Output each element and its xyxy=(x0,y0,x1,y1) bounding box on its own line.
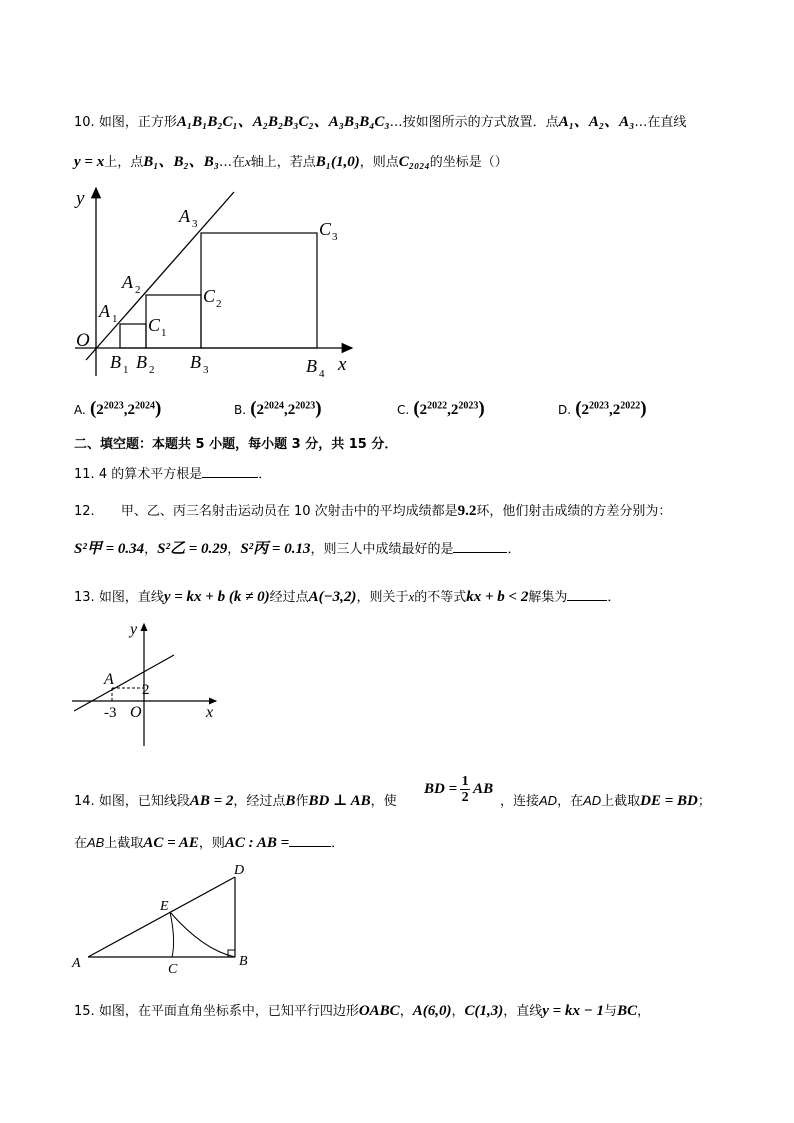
q14-label-d: D xyxy=(234,863,245,878)
q12-line2: S²甲 = 0.34，S²乙 = 0.29，S²丙 = 0.13，则三人中成绩最好的是 ． xyxy=(74,541,521,557)
q12-number: 12. xyxy=(74,504,95,519)
q14-label-a: A xyxy=(72,956,81,971)
q13-figure xyxy=(68,618,228,748)
q14-number: 14. xyxy=(74,794,95,809)
q10-option-a[interactable]: A. $(2^{2023},2^{2024})$ xyxy=(74,398,162,419)
q15-c: C(1,3) xyxy=(464,1003,504,1019)
q10-label-b1: B xyxy=(110,352,121,372)
q10-points-b: B₁、B₂、B₃ xyxy=(143,154,219,170)
q10-label-x: x xyxy=(338,354,347,375)
q10-option-b[interactable]: B. $(2^{2024},2^{2023})$ xyxy=(234,398,322,419)
q10-option-c[interactable]: C. $(2^{2022},2^{2023})$ xyxy=(397,398,485,419)
q13-answer-blank[interactable] xyxy=(567,588,607,601)
q10-label-b4: B xyxy=(306,356,317,376)
q10-label-a3: A xyxy=(179,206,190,226)
q12-line1: 12. 甲、乙、丙三名射击运动员在 10 次射击中的平均成绩都是9.2环，他们射击成绩的方差分别为： xyxy=(74,503,672,519)
q14-segment-ad xyxy=(88,877,235,957)
q11-number: 11. xyxy=(74,467,95,482)
q10-square-3 xyxy=(201,233,317,348)
q10-line2: y = x上，点B₁、B₂、B₃…在x轴上，若点B₁(1,0)，则点C₂₀₂₄的坐标是（） xyxy=(74,154,508,170)
q13-line: 13. 如图，直线y = kx + b (k ≠ 0)经过点A(−3,2)，则关于x的不等式kx + b < 2解集为 ． xyxy=(74,589,621,605)
q13-label-a: A xyxy=(104,671,114,688)
svg-text:3: 3 xyxy=(192,218,198,230)
svg-text:2: 2 xyxy=(149,364,155,376)
svg-text:2: 2 xyxy=(216,298,222,310)
q13-label-2: 2 xyxy=(142,682,150,698)
q14-line1: 14. 如图，已知线段AB = 2，经过点B作BD ⊥ AB，使 xyxy=(74,793,397,809)
q13-label-o: O xyxy=(130,704,142,721)
q10-label-a1: A xyxy=(99,301,110,321)
q13-label-x: x xyxy=(206,704,214,721)
q10-figure xyxy=(70,180,370,380)
q14-arc-ec xyxy=(170,912,174,957)
q15-bc: BC xyxy=(617,1003,638,1019)
q13-label-y: y xyxy=(130,621,138,638)
q14-label-e: E xyxy=(160,899,169,914)
q10-points-a: A₁、A₂、A₃ xyxy=(558,114,635,130)
q14-ab: AB = 2 xyxy=(189,793,234,809)
q11-answer-blank[interactable] xyxy=(202,465,258,478)
section-2-title: 二、填空题：本题共 5 小题，每小题 3 分，共 15 分． xyxy=(74,437,398,452)
q14-arc-de xyxy=(170,912,235,957)
q10-label-c1: C xyxy=(148,315,161,335)
q10-label-c3: C xyxy=(319,219,332,239)
q15-number: 15. xyxy=(74,1004,95,1019)
q14-perp: BD ⊥ AB xyxy=(308,793,371,809)
q13-eq: y = kx + b (k ≠ 0) xyxy=(163,589,270,605)
q10-label-a2: A xyxy=(122,272,133,292)
q10-c-point: C₂₀₂₄ xyxy=(398,154,430,170)
q12-s1: S²甲 = 0.34 xyxy=(74,541,145,557)
svg-text:1: 1 xyxy=(161,327,167,339)
q15-a: A(6,0) xyxy=(412,1003,452,1019)
q10-squares: A₁B₁B₂C₁、A₂B₂B₃C₂、A₃B₃B₄C₃ xyxy=(176,114,390,130)
q14-line1b: ，连接AD，在AD上截取DE = BD； xyxy=(500,793,711,809)
q12-s3: S²丙 = 0.13 xyxy=(240,541,311,557)
q14-line2: 在AB上截取AC = AE，则AC : AB = ． xyxy=(74,835,345,851)
q10-line-eq: y = x xyxy=(74,154,105,170)
q15-oabc: OABC xyxy=(358,1003,400,1019)
q14-ac: AC = AE xyxy=(143,835,199,851)
q14-figure xyxy=(68,860,258,980)
q11: 11. 4 的算术平方根是 ． xyxy=(74,467,272,482)
q13-line xyxy=(74,655,174,711)
q10-label-b3: B xyxy=(190,352,201,372)
q13-ineq: kx + b < 2 xyxy=(466,589,529,605)
q13-label-neg3: -3 xyxy=(104,705,117,721)
svg-text:1: 1 xyxy=(123,364,129,376)
q10-label-o: O xyxy=(76,330,90,351)
q14-de: DE = BD xyxy=(640,793,698,809)
q15-eq: y = kx − 1 xyxy=(542,1003,605,1019)
q12-s2: S²乙 = 0.29 xyxy=(157,541,228,557)
q14-answer-blank[interactable] xyxy=(289,834,331,847)
q10-line1: 10. 如图，正方形A₁B₁B₂C₁、A₂B₂B₃C₂、A₃B₃B₄C₃…按如图所示的方式放置．点A₁、A₂、A₃…在直线 xyxy=(74,114,687,130)
svg-text:2: 2 xyxy=(135,284,141,296)
q14-ratio: AC : AB = xyxy=(224,835,290,851)
q10-b1: B₁(1,0) xyxy=(315,154,360,170)
svg-text:1: 1 xyxy=(112,313,118,325)
q10-label-c2: C xyxy=(203,286,216,306)
q10-label-b2: B xyxy=(136,352,147,372)
svg-text:3: 3 xyxy=(203,364,209,376)
q15-line: 15. 如图，在平面直角坐标系中，已知平行四边形OABC，A(6,0)，C(1,3)，直线y = kx − 1与BC， xyxy=(74,1003,651,1019)
q10-option-d[interactable]: D. $(2^{2023},2^{2022})$ xyxy=(558,398,647,419)
q13-number: 13. xyxy=(74,590,95,605)
q12-answer-blank[interactable] xyxy=(453,540,507,553)
q14-label-b: B xyxy=(239,954,248,969)
svg-text:4: 4 xyxy=(319,368,325,380)
q12-avg: 9.2 xyxy=(457,503,477,519)
svg-text:3: 3 xyxy=(332,231,338,243)
q10-square-1 xyxy=(120,324,146,348)
q14-bd-formula: BD = 1 2 AB xyxy=(424,774,494,805)
q14-label-c: C xyxy=(168,962,178,977)
q13-point: A(−3,2) xyxy=(308,589,357,605)
q10-label-y: y xyxy=(76,188,85,209)
q10-number: 10. xyxy=(74,115,95,130)
